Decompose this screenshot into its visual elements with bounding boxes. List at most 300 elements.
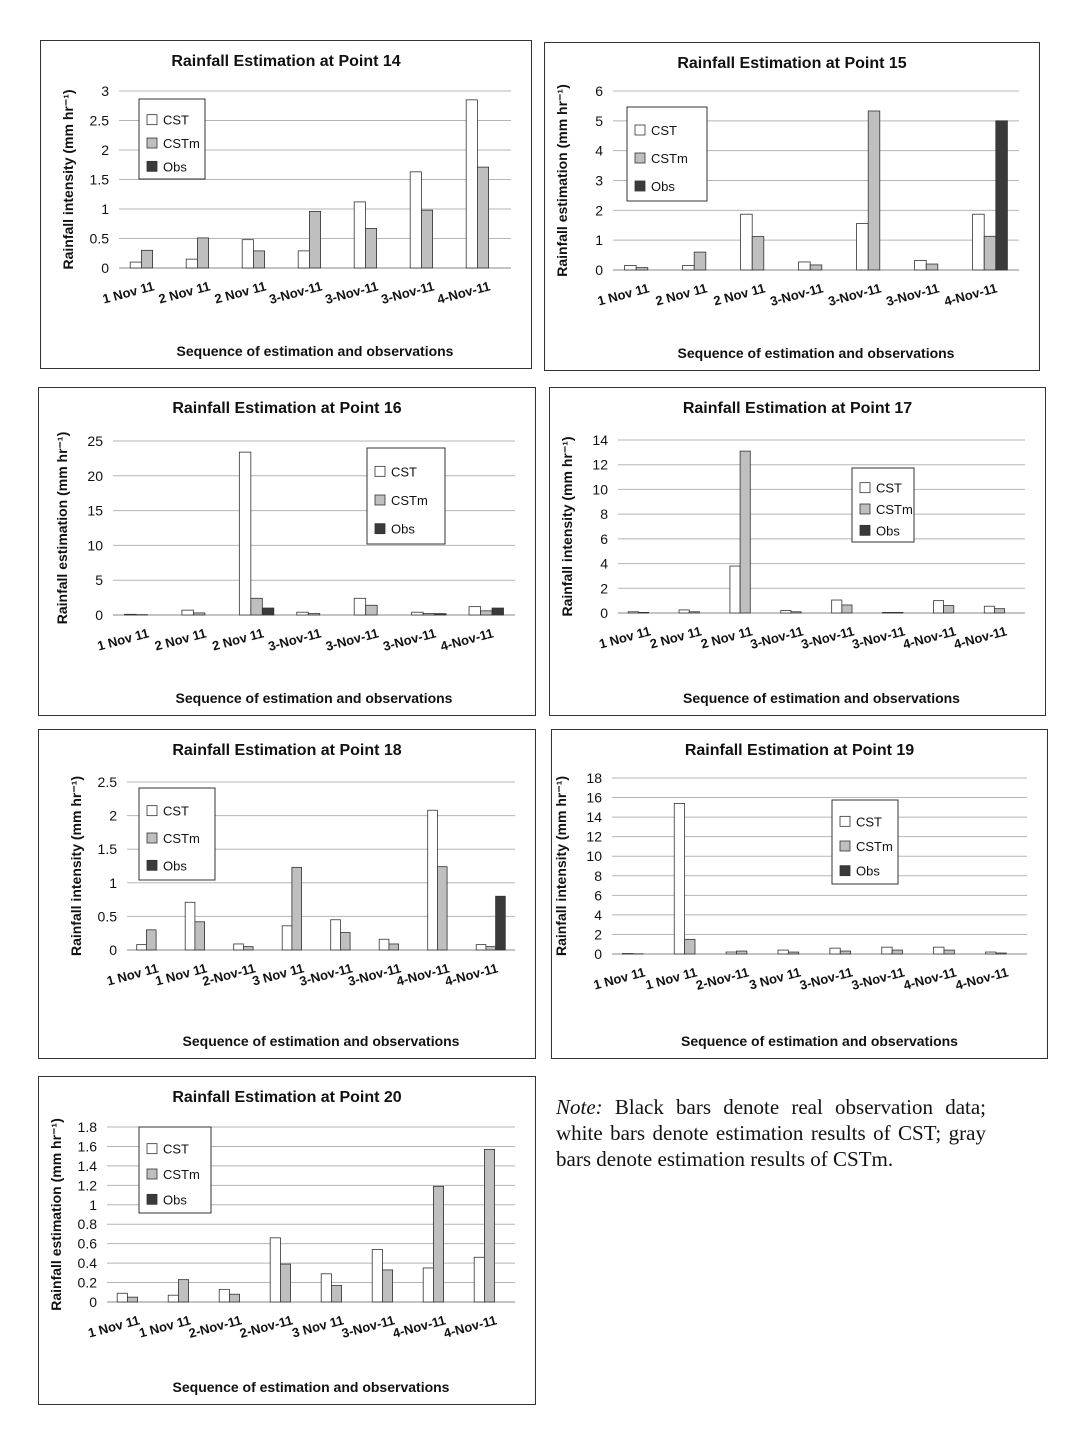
legend-label-cstm: CSTm xyxy=(163,136,200,151)
bar-cst xyxy=(428,810,438,950)
legend-label-cst: CST xyxy=(651,123,677,138)
y-tick-label: 16 xyxy=(586,789,602,806)
bar-cstm xyxy=(193,613,204,615)
bar-cstm xyxy=(331,1285,341,1302)
x-tick-label: 3 Nov 11 xyxy=(290,1312,346,1341)
y-tick-label: 1.4 xyxy=(77,1157,97,1174)
bar-cstm xyxy=(740,451,750,613)
y-tick-label: 0.5 xyxy=(89,230,109,247)
chart-svg xyxy=(39,730,535,1058)
chart-svg xyxy=(39,1077,535,1404)
bar-cst xyxy=(726,952,736,954)
x-tick-label: 3-Nov-11 xyxy=(379,278,436,307)
bar-cstm xyxy=(421,210,432,268)
chart-panel-point-14 xyxy=(40,40,532,369)
chart-svg xyxy=(552,730,1047,1058)
bar-cstm xyxy=(280,1264,290,1302)
bar-obs xyxy=(435,614,446,615)
bar-cstm xyxy=(253,251,264,268)
y-tick-label: 2.5 xyxy=(97,774,117,790)
y-axis-label: Rainfall intensity (mm hr⁻¹) xyxy=(553,775,569,957)
bar-cst xyxy=(679,610,689,613)
bar-cstm xyxy=(944,606,954,613)
legend-label-obs: Obs xyxy=(163,159,187,175)
y-tick-label: 2.5 xyxy=(89,112,109,129)
bar-obs xyxy=(492,608,503,615)
bar-cstm xyxy=(251,598,262,615)
x-tick-label: 3-Nov-11 xyxy=(748,623,805,652)
bar-cst xyxy=(741,214,753,270)
chart-panel-point-18 xyxy=(38,729,536,1059)
chart-title: Rainfall Estimation at Point 15 xyxy=(677,55,907,72)
legend xyxy=(139,99,205,179)
legend-swatch-cst xyxy=(147,806,157,816)
legend-swatch-obs xyxy=(147,1194,157,1204)
x-tick-label: 2 Nov 11 xyxy=(711,280,767,309)
y-axis-label: Rainfall intensity (mm hr⁻¹) xyxy=(68,775,84,957)
bar-cst xyxy=(915,260,927,270)
bar-cstm xyxy=(437,867,447,950)
legend-label-cstm: CSTm xyxy=(163,1167,200,1182)
y-tick-label: 1.5 xyxy=(97,841,117,858)
x-tick-label: 2-Nov-11 xyxy=(200,960,258,989)
bar-cstm xyxy=(636,268,648,270)
y-tick-label: 0 xyxy=(101,260,109,276)
chart-panel-point-16 xyxy=(38,387,536,716)
bar-cstm xyxy=(195,922,205,950)
x-tick-label: 1 Nov 11 xyxy=(105,960,161,989)
x-tick-label: 1 Nov 11 xyxy=(86,1312,142,1341)
x-tick-label: 1 Nov 11 xyxy=(100,278,156,307)
figure-note xyxy=(556,1094,986,1172)
legend-swatch-cst xyxy=(147,1144,157,1154)
y-tick-label: 0.8 xyxy=(77,1216,97,1233)
legend-label-obs: Obs xyxy=(391,521,415,537)
y-tick-label: 2 xyxy=(101,142,109,158)
y-tick-label: 2 xyxy=(594,926,602,943)
bar-cstm xyxy=(340,933,350,950)
legend xyxy=(627,107,707,201)
bar-cst xyxy=(973,214,985,270)
x-axis-label: Sequence of estimation and observations xyxy=(176,343,454,359)
legend-label-cstm: CSTm xyxy=(856,839,893,854)
y-axis-label: Rainfall estimation (mm hr⁻¹) xyxy=(54,431,70,625)
bar-cst xyxy=(830,948,840,954)
bar-cst xyxy=(182,610,193,615)
bar-cst xyxy=(412,612,423,615)
legend-swatch-obs xyxy=(635,181,645,191)
x-tick-label: 3 Nov 11 xyxy=(747,964,803,993)
bar-cst xyxy=(124,614,135,615)
bar-cstm xyxy=(481,611,492,615)
bar-cst xyxy=(625,266,637,270)
x-tick-label: 3-Nov-11 xyxy=(826,280,883,309)
y-tick-label: 0.2 xyxy=(77,1274,97,1291)
bar-cst xyxy=(130,262,141,268)
legend-swatch-cst xyxy=(840,816,850,826)
y-axis-label: Rainfall estimation (mm hr⁻¹) xyxy=(48,1118,64,1311)
bar-cstm xyxy=(365,228,376,268)
y-tick-label: 0 xyxy=(595,262,603,278)
x-tick-label: 2 Nov 11 xyxy=(156,278,212,307)
y-tick-label: 4 xyxy=(594,906,602,923)
bar-cst xyxy=(469,607,480,615)
legend-label-cstm: CSTm xyxy=(163,831,200,846)
x-tick-label: 4-Nov-11 xyxy=(443,960,500,989)
legend-swatch-cstm xyxy=(147,138,157,148)
bar-cstm xyxy=(423,614,434,615)
bar-cstm xyxy=(685,939,695,954)
bar-cst xyxy=(186,259,197,268)
legend-swatch-obs xyxy=(840,866,850,876)
bar-cstm xyxy=(477,167,488,268)
chart-title: Rainfall Estimation at Point 17 xyxy=(682,400,913,417)
legend-label-cstm: CSTm xyxy=(391,493,428,508)
bar-cstm xyxy=(944,950,954,954)
chart-panel-point-15 xyxy=(544,42,1040,371)
legend-label-obs: Obs xyxy=(876,523,900,539)
y-tick-label: 12 xyxy=(586,828,602,845)
x-tick-label: 3-Nov-11 xyxy=(884,280,941,309)
y-tick-label: 5 xyxy=(595,112,603,129)
bar-cstm xyxy=(994,609,1004,613)
legend-label-cst: CST xyxy=(163,803,189,819)
x-tick-label: 1 Nov 11 xyxy=(95,625,151,654)
bar-cstm xyxy=(810,265,822,270)
legend-swatch-cst xyxy=(147,115,157,125)
bar-cstm xyxy=(229,1294,239,1302)
y-tick-label: 15 xyxy=(87,502,103,519)
x-tick-label: 1 Nov 11 xyxy=(591,964,647,993)
y-tick-label: 0 xyxy=(89,1294,97,1310)
bar-cstm xyxy=(840,951,850,954)
y-tick-label: 3 xyxy=(595,172,603,189)
bar-obs xyxy=(262,608,273,615)
x-tick-label: 1 Nov 11 xyxy=(597,623,653,652)
bar-cst xyxy=(832,600,842,613)
legend-label-obs: Obs xyxy=(651,179,675,194)
legend-label-cst: CST xyxy=(163,112,189,128)
legend-swatch-obs xyxy=(375,524,385,534)
note-text: Black bars denote real observation data; white bars denote estimation results of CST; gray bars denote estimation results of CSTm. xyxy=(556,1095,986,1171)
y-tick-label: 1.6 xyxy=(77,1138,97,1155)
bar-cstm xyxy=(752,237,764,270)
bar-cstm xyxy=(486,947,496,950)
bar-cstm xyxy=(389,944,399,950)
y-tick-label: 8 xyxy=(600,506,608,523)
bar-cstm xyxy=(308,614,319,615)
y-tick-label: 1 xyxy=(89,1196,97,1213)
x-tick-label: 4-Nov-11 xyxy=(953,964,1010,993)
legend xyxy=(139,1127,211,1213)
bar-cst xyxy=(219,1289,229,1302)
x-tick-label: 3-Nov-11 xyxy=(267,278,324,307)
y-tick-label: 14 xyxy=(592,432,608,448)
y-tick-label: 0 xyxy=(95,607,103,623)
bar-cstm xyxy=(309,211,320,268)
bar-cst xyxy=(321,1274,331,1302)
bar-cst xyxy=(934,947,944,954)
legend-swatch-cst xyxy=(375,466,385,476)
bar-obs xyxy=(996,121,1008,270)
x-tick-label: 1 Nov 11 xyxy=(153,960,209,989)
x-tick-label: 4-Nov-11 xyxy=(442,1312,499,1341)
y-tick-label: 0 xyxy=(600,605,608,621)
y-tick-label: 1 xyxy=(109,874,117,891)
bar-cst xyxy=(379,939,389,950)
y-tick-label: 6 xyxy=(595,83,603,99)
bar-cstm xyxy=(292,867,302,950)
y-tick-label: 18 xyxy=(586,770,602,786)
chart-svg xyxy=(41,41,531,368)
y-tick-label: 4 xyxy=(595,142,603,159)
y-tick-label: 8 xyxy=(594,867,602,884)
x-tick-label: 3-Nov-11 xyxy=(799,623,856,652)
bar-cst xyxy=(410,172,421,268)
x-tick-label: 3-Nov-11 xyxy=(797,964,855,993)
bar-cstm xyxy=(689,612,699,613)
bar-cst xyxy=(857,223,869,270)
chart-svg xyxy=(550,388,1045,715)
x-tick-label: 2-Nov-11 xyxy=(238,1312,295,1341)
y-tick-label: 10 xyxy=(592,481,608,498)
bar-cst xyxy=(984,606,994,613)
bar-cstm xyxy=(788,952,798,954)
chart-title: Rainfall Estimation at Point 19 xyxy=(684,742,915,759)
bar-cstm xyxy=(926,264,938,270)
bar-cstm xyxy=(433,1186,443,1302)
x-tick-label: 2-Nov-11 xyxy=(694,964,751,993)
x-tick-label: 4-Nov-11 xyxy=(942,280,999,309)
chart-title: Rainfall Estimation at Point 18 xyxy=(172,742,402,759)
y-tick-label: 1 xyxy=(101,201,109,217)
chart-svg xyxy=(545,43,1039,370)
x-tick-label: 1 Nov 11 xyxy=(643,964,699,993)
chart-title: Rainfall Estimation at Point 16 xyxy=(172,400,402,417)
x-tick-label: 3-Nov-11 xyxy=(768,280,825,309)
bar-cst xyxy=(778,950,788,954)
bar-cst xyxy=(234,944,244,950)
x-tick-label: 2 Nov 11 xyxy=(212,278,268,307)
x-tick-label: 3 Nov 11 xyxy=(250,960,306,989)
y-tick-label: 1.2 xyxy=(77,1177,97,1194)
x-tick-label: 1 Nov 11 xyxy=(595,280,651,309)
y-tick-label: 4 xyxy=(600,555,608,572)
bar-cst xyxy=(466,100,477,268)
legend-label-obs: Obs xyxy=(163,1192,187,1208)
bar-cstm xyxy=(146,930,156,950)
x-axis-label: Sequence of estimation and observations xyxy=(677,345,955,361)
bar-cstm xyxy=(868,111,880,270)
bar-cstm xyxy=(892,950,902,954)
y-axis-label: Rainfall intensity (mm hr⁻¹) xyxy=(60,89,76,270)
legend-label-cstm: CSTm xyxy=(651,151,688,166)
bar-cstm xyxy=(984,236,996,270)
bar-cst xyxy=(882,947,892,954)
x-axis-label: Sequence of estimation and observations xyxy=(683,690,960,706)
bar-cstm xyxy=(638,612,648,613)
x-tick-label: 3-Nov-11 xyxy=(323,625,381,654)
x-tick-label: 3-Nov-11 xyxy=(323,278,380,307)
x-tick-label: 3-Nov-11 xyxy=(266,625,323,654)
y-tick-label: 20 xyxy=(87,467,103,484)
legend-swatch-obs xyxy=(147,161,157,171)
y-tick-label: 3 xyxy=(101,83,109,99)
x-tick-label: 4-Nov-11 xyxy=(901,964,958,993)
legend-label-obs: Obs xyxy=(856,863,880,879)
bar-cstm xyxy=(842,605,852,613)
bar-cst xyxy=(683,266,695,270)
bar-cstm xyxy=(382,1270,392,1302)
y-tick-label: 0 xyxy=(594,946,602,962)
x-tick-label: 4-Nov-11 xyxy=(952,623,1009,652)
legend-label-cst: CST xyxy=(856,814,882,830)
x-axis-label: Sequence of estimation and observations xyxy=(172,1379,450,1395)
x-tick-label: 3-Nov-11 xyxy=(849,964,907,993)
bar-cst xyxy=(372,1250,382,1303)
bar-cst xyxy=(883,612,893,613)
bar-cst xyxy=(297,612,308,615)
x-tick-label: 3-Nov-11 xyxy=(850,623,907,652)
y-tick-label: 0.5 xyxy=(97,908,117,925)
bar-cst xyxy=(799,262,811,270)
bar-cst xyxy=(781,611,791,613)
bar-cstm xyxy=(791,612,801,613)
y-tick-label: 10 xyxy=(87,537,103,554)
bar-cst xyxy=(730,566,740,613)
legend xyxy=(139,788,215,880)
legend-swatch-cstm xyxy=(840,841,850,851)
bar-cstm xyxy=(127,1297,137,1302)
bar-cst xyxy=(423,1268,433,1302)
bar-cst xyxy=(628,612,638,613)
chart-panel-point-20 xyxy=(38,1076,536,1405)
legend-swatch-obs xyxy=(860,525,870,535)
bar-cst xyxy=(674,803,684,954)
legend-swatch-cstm xyxy=(860,504,870,514)
y-tick-label: 10 xyxy=(586,848,602,865)
x-axis-label: Sequence of estimation and observations xyxy=(182,1033,460,1049)
bar-cstm xyxy=(694,252,706,270)
y-tick-label: 0.6 xyxy=(77,1235,97,1252)
chart-title: Rainfall Estimation at Point 14 xyxy=(171,53,401,70)
x-tick-label: 1 Nov 11 xyxy=(137,1312,193,1341)
legend-swatch-cstm xyxy=(147,1169,157,1179)
x-tick-label: 2 Nov 11 xyxy=(699,623,754,652)
legend-swatch-cstm xyxy=(375,495,385,505)
bar-cst xyxy=(282,926,292,950)
bar-cst xyxy=(242,240,253,268)
x-tick-label: 2 Nov 11 xyxy=(648,623,704,652)
chart-panel-point-19 xyxy=(551,729,1048,1059)
x-tick-label: 2 Nov 11 xyxy=(210,625,266,654)
y-tick-label: 12 xyxy=(592,456,608,473)
chart-title: Rainfall Estimation at Point 20 xyxy=(172,1089,402,1106)
bar-cstm xyxy=(243,947,253,950)
x-tick-label: 2 Nov 11 xyxy=(153,625,208,654)
x-axis-label: Sequence of estimation and observations xyxy=(175,690,453,706)
x-tick-label: 2-Nov-11 xyxy=(187,1312,244,1341)
chart-svg xyxy=(39,388,535,715)
y-axis-label: Rainfall intensity (mm hr⁻¹) xyxy=(559,436,575,617)
y-tick-label: 1.8 xyxy=(77,1119,97,1135)
legend-swatch-cst xyxy=(860,483,870,493)
x-tick-label: 4-Nov-11 xyxy=(901,623,958,652)
bar-cst xyxy=(354,202,365,268)
y-tick-label: 6 xyxy=(594,887,602,904)
y-axis-label: Rainfall estimation (mm hr⁻¹) xyxy=(554,84,570,277)
bar-cst xyxy=(298,251,309,268)
legend xyxy=(367,448,445,544)
bar-cst xyxy=(331,920,341,950)
y-tick-label: 25 xyxy=(87,433,103,449)
x-tick-label: 3-Nov-11 xyxy=(381,625,438,654)
x-tick-label: 3-Nov-11 xyxy=(297,960,355,989)
y-tick-label: 2 xyxy=(595,202,603,219)
legend-swatch-cst xyxy=(635,125,645,135)
x-tick-label: 4-Nov-11 xyxy=(391,1312,448,1341)
bar-cst xyxy=(117,1293,127,1302)
bar-cst xyxy=(476,945,486,950)
y-tick-label: 1 xyxy=(595,232,603,249)
chart-panel-point-17 xyxy=(549,387,1046,716)
y-tick-label: 0 xyxy=(109,942,117,958)
bar-cstm xyxy=(197,238,208,268)
bar-cstm xyxy=(484,1149,494,1302)
x-axis-label: Sequence of estimation and observations xyxy=(681,1033,958,1049)
legend-label-obs: Obs xyxy=(163,858,187,874)
bar-cst xyxy=(270,1238,280,1302)
legend-swatch-cstm xyxy=(147,833,157,843)
bar-cst xyxy=(137,945,147,950)
x-tick-label: 4-Nov-11 xyxy=(435,278,492,307)
y-tick-label: 0.4 xyxy=(77,1255,97,1272)
note-label: Note: xyxy=(556,1095,603,1119)
legend-swatch-cstm xyxy=(635,153,645,163)
legend-label-cst: CST xyxy=(391,464,417,480)
legend xyxy=(852,468,914,542)
bar-cst xyxy=(474,1257,484,1302)
legend xyxy=(832,800,898,884)
legend-label-cst: CST xyxy=(163,1141,189,1157)
y-tick-label: 14 xyxy=(586,809,602,826)
y-tick-label: 6 xyxy=(600,530,608,547)
x-tick-label: 4-Nov-11 xyxy=(394,960,452,989)
bar-cstm xyxy=(893,612,903,613)
y-tick-label: 2 xyxy=(109,807,117,824)
bar-cst xyxy=(354,598,365,615)
bar-cst xyxy=(933,601,943,613)
bar-obs xyxy=(496,896,506,950)
bar-cstm xyxy=(366,605,377,615)
legend-swatch-obs xyxy=(147,860,157,870)
y-tick-label: 5 xyxy=(95,572,103,589)
x-tick-label: 4-Nov-11 xyxy=(438,625,496,654)
bar-cstm xyxy=(141,250,152,268)
bar-cstm xyxy=(996,953,1006,954)
x-tick-label: 2 Nov 11 xyxy=(653,280,709,309)
legend-label-cst: CST xyxy=(876,480,902,496)
y-tick-label: 1.5 xyxy=(89,171,109,188)
bar-cstm xyxy=(737,951,747,954)
bar-cst xyxy=(168,1295,178,1302)
x-tick-label: 3-Nov-11 xyxy=(346,960,403,989)
x-tick-label: 3-Nov-11 xyxy=(340,1312,397,1341)
bar-cst xyxy=(185,902,195,950)
y-tick-label: 2 xyxy=(600,580,608,597)
legend-label-cstm: CSTm xyxy=(876,502,913,517)
bar-cstm xyxy=(178,1280,188,1302)
